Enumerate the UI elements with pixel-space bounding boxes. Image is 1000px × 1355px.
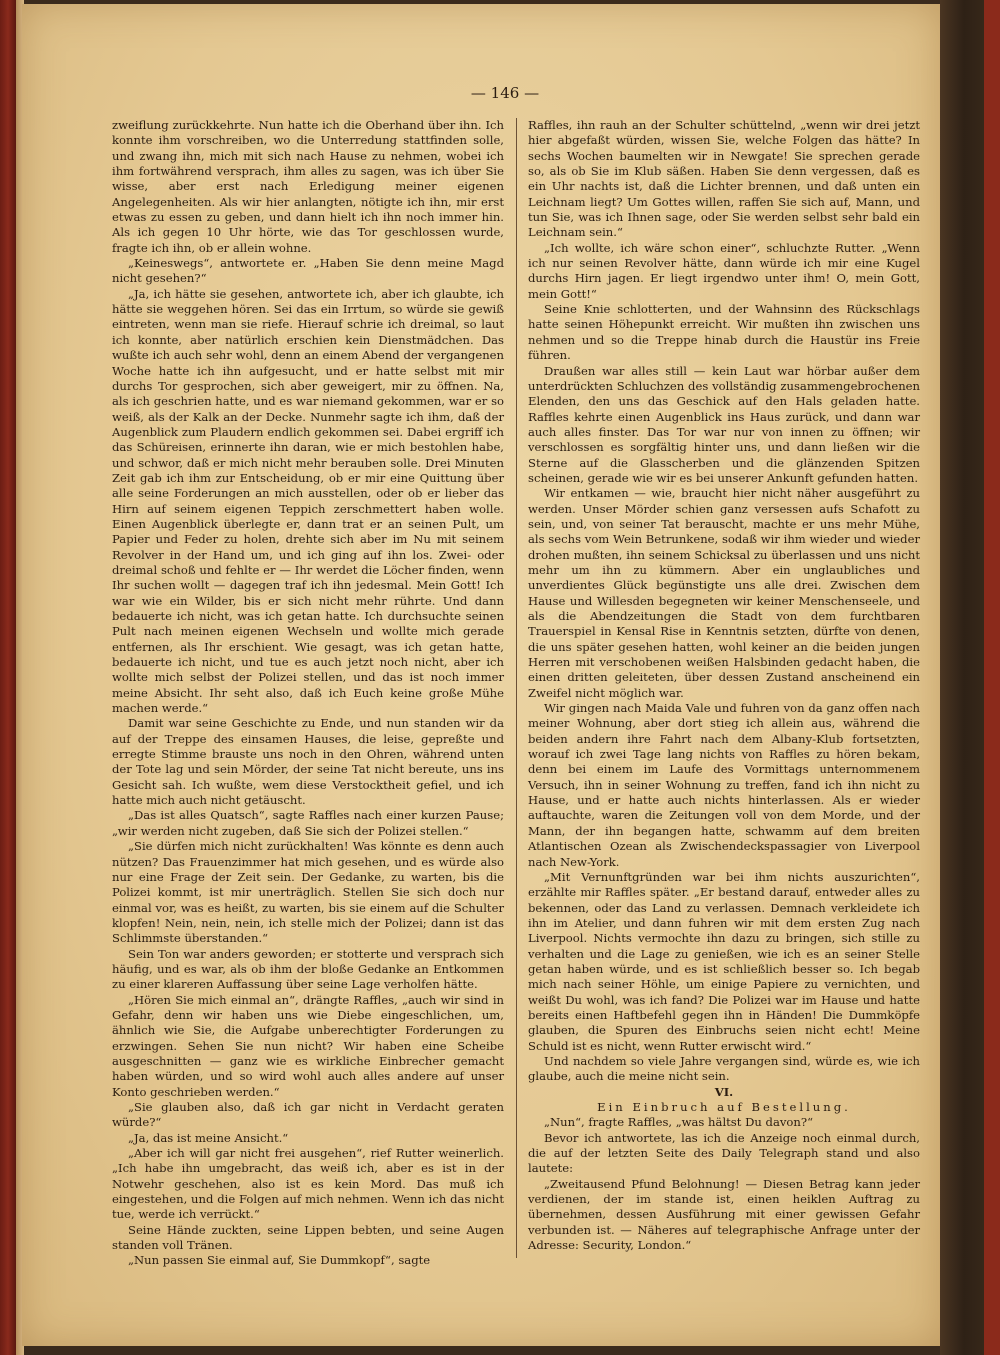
right-column — [528, 118, 920, 1253]
paragraph: Und nachdem so viele Jahre vergangen sind, würde es, wie ich glaube, auch die meine nicht sein. — [528, 1053, 920, 1084]
column-divider — [516, 118, 517, 1258]
paragraph: „Das ist alles Quatsch“, sagte Raffles nach einer kurzen Pause; „wir werden nicht zugeben, daß Sie sich der Polizei stellen.“ — [112, 808, 504, 838]
chapter-number: VI. — [714, 1084, 734, 1099]
page-number: — 146 — — [470, 84, 540, 102]
paragraph: „Hören Sie mich einmal an“, drängte Raffles, „auch wir sind in Gefahr, denn wir haben uns wie Diebe eingeschlichen, um, ähnlich wie Sie, die Aufgabe unberechtigter Forderungen zu erzwingen. Sehen Sie nun nicht? Wir haben eine Scheibe ausgeschnitten — ganz wie es wirkliche Einbrecher gemacht haben würden, und so wird wohl auch alles andere auf unser Konto geschrieben werden.“ — [112, 992, 504, 1099]
paragraph: „Keineswegs“, antwortete er. „Haben Sie denn meine Magd nicht gesehen?“ — [112, 256, 504, 286]
left-column — [112, 118, 504, 1269]
paragraph: „Aber ich will gar nicht frei ausgehen“, rief Rutter weinerlich. „Ich habe ihn umgebracht, das weiß ich, aber es ist in der Notwehr geschehen, also ist es kein Mord. Das muß ich eingestehen, und die Folgen auf mich nehmen. Wenn ich das nicht tue, werde ich verrückt.“ — [112, 1146, 504, 1222]
advertisement-quote: „Zweitausend Pfund Belohnung! — Diesen Betrag kann jeder verdienen, der im stande ist, einen heiklen Auftrag zu übernehmen, dessen Ausführung mit einer gewissen Gefahr verbunden ist. — Näheres auf telegraphische Anfrage unter der Adresse: Security, London.“ — [528, 1176, 920, 1253]
book-binding-right — [984, 0, 1000, 1355]
paragraph: Wir gingen nach Maida Vale und fuhren von da ganz offen nach meiner Wohnung, aber dort stieg ich allein aus, während die beiden andern ihre Fahrt nach dem Albany-Klub fortsetzten, worauf ich zwei Tage lang nichts von Raffles zu hören bekam, denn bei einem im Laufe des Vormittags unternommenem Versuch, ihn in seiner Wohnung zu treffen, fand ich ihn nicht zu Hause, und er hatte auch nichts hinterlassen. Als er wieder auftauchte, waren die Zeitungen voll von dem Morde, und der Mann, der ihn begangen hatte, schwamm auf dem breiten Atlantischen Ozean als Zwischendeckspassagier von Liverpool nach New-York. — [528, 701, 920, 869]
book-binding-left — [0, 0, 16, 1355]
paragraph: „Nun“, fragte Raffles, „was hältst Du davon?“ — [544, 1115, 814, 1130]
paragraph: „Ja, ich hätte sie gesehen, antwortete ich, aber ich glaubte, ich hätte sie weggehen hören. Sei das ein Irrtum, so würde sie gewiß eintreten, wenn man sie riefe. Hierauf schrie ich dreimal, so laut ich konnte, aber natürlich erschien kein Dienstmädchen. Das wußte ich auch sehr wohl, denn an einem Abend der vergangenen Woche hatte ich ihn aufgesucht, und er hatte selbst mit mir durchs Tor gesprochen, sich aber geweigert, mir zu öffnen. Na, als ich geschrien hatte, und es war niemand gekommen, war er so weiß, als der Kalk an der Decke. Nunmehr sagte ich ihm, daß der Augenblick zum Plaudern endlich gekommen sei. Dabei ergriff ich das Schüreisen, erinnerte ihn daran, wie er mich bestohlen habe, und schwor, daß er mich nicht mehr berauben solle. Drei Minuten Zeit gab ich ihm zur Entscheidung, ob er mir eine Quittung über alle seine Forderungen an mich ausstellen, oder ob er lieber das Hirn auf seinem eigenen Teppich zerschmettert haben wolle. Einen Augenblick überlegte er, dann trat er an seinen Pult, um Papier und Feder zu holen, drehte sich aber im Nu mit seinem Revolver in der Hand um, und ich ging auf ihn los. Zwei- oder dreimal schoß und fehlte er — Ihr werdet die Löcher finden, wenn Ihr suchen wollt — dagegen traf ich ihn jedesmal. Mein Gott! Ich war wie ein Wilder, bis er sich nicht mehr rührte. Und dann bedauerte ich nicht, was ich getan hatte. Ich durchsuchte seinen Pult nach meinen eigenen Wechseln und wollte mich gerade entfernen, als Ihr erschient. Wie gesagt, was ich getan hatte, bedauerte ich nicht, und tue es auch jetzt noch nicht, aber ich wollte mich selbst der Polizei stellen, und das ist noch immer meine Absicht. Ihr seht also, daß ich Euch keine große Mühe machen werde.“ — [112, 286, 504, 716]
paragraph: „Mit Vernunftgründen war bei ihm nichts auszurichten“, erzählte mir Raffles später. „Er bestand darauf, entweder alles zu bekennen, oder das Land zu verlassen. Demnach verkleidete ich ihn im Atelier, und dann fuhren wir mit dem ersten Zug nach Liverpool. Nichts vermochte ihn dazu zu bringen, sich stille zu verhalten und die Lage zu genießen, wie ich es an seiner Stelle getan haben würde, und es ist schließlich besser so. Ich begab mich nach seiner Höhle, um einige Papiere zu vernichten, und weißt Du wohl, was ich fand? Die Polizei war im Hause und hatte bereits einen Haftbefehl gegen ihn in Händen! Die Dummköpfe glauben, die Spuren des Einbruchs seien nicht echt! Meine Schuld ist es nicht, wenn Rutter erwischt wird.“ — [528, 869, 920, 1053]
paragraph: „Sie dürfen mich nicht zurückhalten! Was könnte es denn auch nützen? Das Frauenzimmer hat mich gesehen, und es würde also nur eine Frage der Zeit sein. Der Gedanke, zu warten, bis die Polizei kommt, ist mir unerträglich. Stellen Sie sich doch nur einmal vor, was es heißt, zu warten, bis sie einem auf die Schulter klopfen! Nein, nein, nein, ich stelle mich der Polizei; dann ist das Schlimmste überstanden.“ — [112, 839, 504, 946]
paragraph: Sein Ton war anders geworden; er stotterte und versprach sich häufig, und es war, als ob ihm der bloße Gedanke an Entkommen zu einer klareren Auffassung über seine Lage verholfen hätte. — [112, 946, 504, 992]
paragraph: Bevor ich antwortete, las ich die Anzeige noch einmal durch, die auf der letzten Seite des Daily Telegraph stand und also lautete: — [528, 1130, 920, 1176]
chapter-title: Ein Einbruch auf Bestellung. — [597, 1100, 851, 1114]
paragraph: Seine Hände zuckten, seine Lippen bebten, und seine Augen standen voll Tränen. — [112, 1222, 504, 1253]
paragraph: Seine Knie schlotterten, und der Wahnsinn des Rückschlags hatte seinen Höhepunkt erreicht. Wir mußten ihn zwischen uns nehmen und so die Treppe hinab durch die Haustür ins Freie führen. — [528, 302, 920, 363]
paragraph: „Nun passen Sie einmal auf, Sie Dummkopf“, sagte — [128, 1253, 431, 1268]
paragraph: Draußen war alles still — kein Laut war hörbar außer dem unterdrückten Schluchzen des vollständig zusammengebrochenen Elenden, den uns das Geschick auf den Hals geladen hatte. Raffles kehrte einen Augenblick ins Haus zurück, und dann war auch alles finster. Das Tor war nur von innen zu öffnen; wir verschlossen es sorgfältig hinter uns, und dann ließen wir die Sterne auf die Glasscherben und die glänzenden Spitzen scheinen, gerade wie wir es bei unserer Ankunft gefunden hatten. — [528, 363, 920, 485]
paragraph: zweiflung zurückkehrte. Nun hatte ich die Oberhand über ihn. Ich konnte ihm vorschreiben, wo die Unterredung stattfinden solle, und zwang ihn, mich mit sich nach Hause zu nehmen, wobei ich ihm fortwährend versprach, ihm alles zu sagen, was ich über Sie wisse, aber erst nach Erledigung meiner eigenen Angelegenheiten. Als wir hier anlangten, nötigte ich ihn, mir erst etwas zu essen zu geben, und dann hielt ich ihn noch immer hin. Als ich gegen 10 Uhr hörte, wie das Tor geschlossen wurde, fragte ich ihn, ob er allein wohne. — [112, 118, 504, 255]
paragraph: „Sie glauben also, daß ich gar nicht in Verdacht geraten würde?“ — [112, 1100, 504, 1130]
paragraph: „Ja, das ist meine Ansicht.“ — [128, 1130, 289, 1145]
paragraph: Raffles, ihn rauh an der Schulter schüttelnd, „wenn wir drei jetzt hier abgefaßt würden, wissen Sie, welche Folgen das hätte? In sechs Wochen baumelten wir in Newgate! Sie sprechen gerade so, als ob Sie im Klub säßen. Haben Sie denn vergessen, daß es ein Uhr nachts ist, daß die Lichter brennen, und daß unten ein Leichnam liegt? Um Gottes willen, raffen Sie sich auf, Mann, und tun Sie, was ich Ihnen sage, oder Sie werden selbst sehr bald ein Leichnam sein.“ — [528, 118, 920, 240]
paragraph: Damit war seine Geschichte zu Ende, und nun standen wir da auf der Treppe des einsamen Hauses, die leise, gepreßte und erregte Stimme brauste uns noch in den Ohren, während unten der Tote lag und sein Mörder, der seine Tat nicht bereute, uns ins Gesicht sah. Ich wußte, wem diese Verstocktheit gefiel, und ich hatte mich auch nicht getäuscht. — [112, 716, 504, 808]
paragraph: „Ich wollte, ich wäre schon einer“, schluchzte Rutter. „Wenn ich nur seinen Revolver hätte, dann würde ich mir eine Kugel durchs Hirn jagen. Er liegt irgendwo unter ihm! O, mein Gott, mein Gott!“ — [528, 240, 920, 301]
paragraph: Wir entkamen — wie, braucht hier nicht näher ausgeführt zu werden. Unser Mörder schien ganz versessen aufs Schafott zu sein, und, von seiner Tat berauscht, machte er uns mehr Mühe, als sechs vom Wein Betrunkene, sodaß wir ihm wieder und wieder drohen mußten, ihn seinem Schicksal zu überlassen und uns nicht mehr um ihn zu kümmern. Aber ein unglaubliches und unverdientes Glück begünstigte uns alle drei. Zwischen dem Hause und Willesden begegneten wir keiner Menschenseele, und als die Abendzeitungen die Stadt von dem furchtbaren Trauerspiel in Kensal Rise in Kenntnis setzten, dürfte von denen, die uns später gesehen hatten, wohl keiner an die beiden jungen Herren mit verschobenen weißen Halsbinden gedacht haben, die einen dritten geleiteten, über dessen Zustand anscheinend ein Zweifel nicht möglich war. — [528, 486, 920, 700]
